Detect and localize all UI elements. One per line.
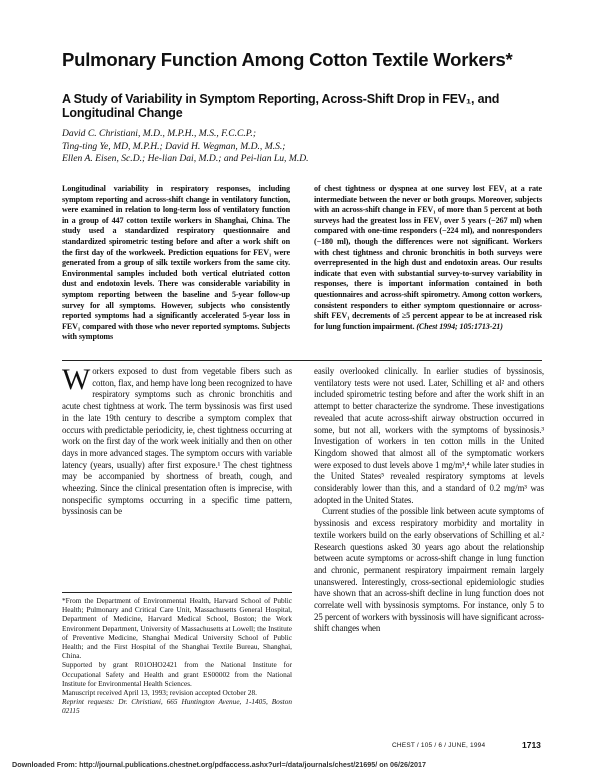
abstract-right-column (314, 184, 542, 332)
abstract-citation: (Chest 1994; 105:1713-21) (416, 321, 503, 331)
running-head: CHEST / 105 / 6 / JUNE, 1994 (392, 742, 486, 749)
abstract-left-column: Longitudinal variability in respiratory responses, including symptom reporting and across-shift change in ventilatory function, were examined in relation to long-term loss of ventilatory function in a group of 447 cotton textile workers in Shanghai, China. The study used a standardized respiratory questionnaire and standardized spirometric testing before and after a work shift on the first day of the workweek. Prediction equations for FEV₁ were generated from a group of silk textile workers from the same city. Environmental samples included both vertical elutriated cotton dust and endotoxin levels. There was considerable variability in symptom reporting between the baseline and 5-year follow-up survey for all symptoms. However, subjects who consistently reported symptoms had a significantly accelerated 5-year loss in FEV₁ compared with those who never reported symptoms. Subjects with symptoms (62, 184, 290, 342)
section-divider (62, 360, 542, 361)
authors-line-2: Ting-ting Ye, MD, M.P.H.; David H. Wegman, M.D., M.S.; (62, 140, 286, 152)
footnote-support: Supported by grant R01OHO2421 from the National Institute for Occupational Safety and Health and grant ES00002 from the National Institute for Environmental Health Sciences. (62, 660, 292, 688)
footnote-affiliation: *From the Department of Environmental Health, Harvard School of Public Health; Pulmonary and Critical Care Unit, Massachusetts General Hospital, Department of Medicine, Harvard Medical School, Boston; the Work Environment Department, University of Massachusetts at Lowell; the Institute of Preventive Medicine, Shanghai Medical University School of Public Health; and the First Hospital of the Shanghai Textile Bureau, Shanghai, China. (62, 596, 292, 661)
body-paragraph: easily overlooked clinically. In earlier studies of byssinosis, ventilatory tests were not used. Later, Schilling et al² and others included spirometric testing before and after the work shift in an attempt to better characterize the syndrome. These investigations revealed that acute across-shift airway obstruction occurred in some, but not all, workers with the symptoms of byssinosis.³ Investigation of workers in ten cotton mills in the United Kingdom showed that almost all of the symptomatic workers were exposed to dust levels above 1 mg/m³,⁴ while later studies in the United States⁵ revealed respiratory symptoms at levels considerably lower than this, and a standard of 0.2 mg/m³ was adopted in the United States. (314, 366, 544, 505)
download-notice: Downloaded From: http://journal.publications.chestnet.org/pdfaccess.ashx?url=/data/journals/chest/21695/ on 06/26/2017 (12, 760, 426, 769)
page-number: 1713 (522, 740, 541, 750)
drop-cap: W (62, 363, 91, 396)
article-title: Pulmonary Function Among Cotton Textile Workers* (62, 49, 513, 70)
body-paragraph-text: orkers exposed to dust from vegetable fibers such as cotton, flax, and hemp have long been recognized to have respiratory symptoms such as chronic bronchitis and acute chest tightness at work. The term byssinosis was first used in the late 19th century to describe a symptom complex that occurs with predictable periodicity, ie, chest tightness occurring at work on the first day of the work week initially and then on other days in more advanced stages. The symptom occurs with variable latency (years, usually) after first exposure.¹ The chest tightness may be accompanied by shortness of breath, cough, and wheezing. Since the clinical presentation often is imprecise, with nonspecific symptoms occurring in a specific time pattern, byssinosis can be (62, 366, 292, 517)
footnote-reprints: Reprint requests: Dr. Christiani, 665 Huntington Avenue, 1-1405, Boston 02115 (62, 697, 292, 716)
footnote-received: Manuscript received April 13, 1993; revision accepted October 28. (62, 688, 257, 698)
body-left-column (62, 363, 292, 518)
authors-line-3: Ellen A. Eisen, Sc.D.; He-lian Dai, M.D.; and Pei-lian Lu, M.D. (62, 153, 309, 164)
footnote-divider (62, 592, 292, 593)
author-list (62, 128, 532, 166)
body-paragraph (62, 363, 292, 518)
article-subtitle: A Study of Variability in Symptom Reporting, Across-Shift Drop in FEV₁, and Longitudinal Change (62, 92, 500, 120)
footnotes (62, 596, 292, 716)
authors-line-1: David C. Christiani, M.D., M.P.H., M.S., F.C.C.P.; (62, 128, 257, 139)
abstract-right-text: of chest tightness or dyspnea at one survey lost FEV₁ at a rate intermediate between the never or both groups. Moreover, subjects with an across-shift change in FEV₁ of more than 5 percent at both surveys had the greatest loss in FEV₁ over 5 years (−267 ml) when compared with one-time responders (−224 ml), and nonresponders (−180 ml), though the differences were not significant. Workers with chest tightness and chronic bronchitis in both surveys were overrepresented in the high dust and endotoxin areas. Our results indicate that even with substantial survey-to-survey variability in responses, there is important information contained in both questionnaires and across-shift spirometry. Among cotton workers, consistent responders to either symptom questionnaire or across-shift FEV₁ decrements of ≥5 percent appear to be at increased risk for lung function impairment. (314, 184, 542, 331)
body-right-column (314, 366, 544, 635)
body-paragraph: Current studies of the possible link between acute symptoms of byssinosis and excess respiratory morbidity and mortality in textile workers build on the early observations of Schilling et al.² Research questions asked 30 years ago about the relationship between acute symptoms or across-shift change in lung function and chronic, permanent respiratory impairment remain largely unanswered. Interestingly, cross-sectional epidemiologic studies have shown that an across-shift decline in lung function does not correlate well with byssinosis symptoms. For instance, only 5 to 25 percent of workers with byssinosis will have significant across-shift changes when (314, 506, 544, 634)
